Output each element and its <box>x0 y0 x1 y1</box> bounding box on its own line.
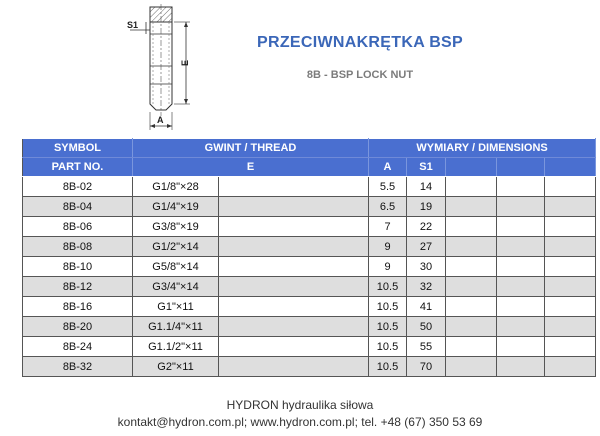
blank-cell <box>446 317 497 337</box>
table-row <box>23 217 596 237</box>
header-dimensions: WYMIARY / DIMENSIONS <box>369 139 596 158</box>
table-row <box>23 337 596 357</box>
header-symbol: SYMBOL <box>23 139 133 158</box>
blank-cell <box>219 357 369 377</box>
dimension-e <box>174 22 190 104</box>
title-english: 8B - BSP LOCK NUT <box>306 69 414 81</box>
blank-cell <box>497 257 545 277</box>
blank-cell <box>545 317 596 337</box>
dim-s1-cell: 14 <box>407 177 446 197</box>
header-blank <box>497 158 545 177</box>
part-no-cell: 8B-08 <box>23 237 133 257</box>
blank-cell <box>219 337 369 357</box>
thread-cell: G1/8"×28 <box>133 177 219 197</box>
title-polish: PRZECIWNAKRĘTKA BSP <box>257 34 463 51</box>
dim-s1-cell: 30 <box>407 257 446 277</box>
blank-cell <box>446 357 497 377</box>
thread-cell: G1.1/2"×11 <box>133 337 219 357</box>
footer-company: HYDRON hydraulika siłowa <box>226 398 374 412</box>
part-no-cell: 8B-02 <box>23 177 133 197</box>
blank-cell <box>446 297 497 317</box>
dim-s1-cell: 27 <box>407 237 446 257</box>
blank-cell <box>219 177 369 197</box>
table-row <box>23 197 596 217</box>
table-row <box>23 297 596 317</box>
dim-a-cell: 9 <box>369 257 407 277</box>
dim-a-cell: 10.5 <box>369 277 407 297</box>
table-row <box>23 277 596 297</box>
lock-nut-drawing <box>118 4 208 132</box>
blank-cell <box>219 277 369 297</box>
footer-contact: kontakt@hydron.com.pl; www.hydron.com.pl; tel. +48 (67) 350 53 69 <box>117 415 483 429</box>
header-s1: S1 <box>407 158 446 177</box>
blank-cell <box>545 337 596 357</box>
blank-cell <box>219 317 369 337</box>
dim-s1-cell: 32 <box>407 277 446 297</box>
dimension-a <box>150 112 172 130</box>
blank-cell <box>219 297 369 317</box>
blank-cell <box>446 277 497 297</box>
label-s1: S1 <box>127 20 139 30</box>
dim-s1-cell: 55 <box>407 337 446 357</box>
thread-cell: G2"×11 <box>133 357 219 377</box>
blank-cell <box>497 237 545 257</box>
table-row <box>23 237 596 257</box>
blank-cell <box>497 357 545 377</box>
thread-cell: G3/4"×14 <box>133 277 219 297</box>
blank-cell <box>497 277 545 297</box>
dimension-s1 <box>127 20 150 34</box>
dim-s1-cell: 70 <box>407 357 446 377</box>
header-blank <box>545 158 596 177</box>
blank-cell <box>446 257 497 277</box>
blank-cell <box>545 277 596 297</box>
nut-section <box>150 4 172 116</box>
dim-s1-cell: 41 <box>407 297 446 317</box>
blank-cell <box>219 257 369 277</box>
part-no-cell: 8B-32 <box>23 357 133 377</box>
blank-cell <box>545 177 596 197</box>
thread-cell: G1/2"×14 <box>133 237 219 257</box>
blank-cell <box>545 297 596 317</box>
dim-a-cell: 10.5 <box>369 337 407 357</box>
dim-s1-cell: 50 <box>407 317 446 337</box>
blank-cell <box>545 237 596 257</box>
header-e: E <box>133 158 369 177</box>
blank-cell <box>497 217 545 237</box>
part-no-cell: 8B-16 <box>23 297 133 317</box>
blank-cell <box>545 197 596 217</box>
part-no-cell: 8B-10 <box>23 257 133 277</box>
blank-cell <box>545 217 596 237</box>
thread-cell: G1"×11 <box>133 297 219 317</box>
thread-cell: G5/8"×14 <box>133 257 219 277</box>
thread-cell: G1/4"×19 <box>133 197 219 217</box>
table-row <box>23 317 596 337</box>
label-e: E <box>180 59 190 66</box>
table-header-row-1 <box>23 139 596 158</box>
part-no-cell: 8B-04 <box>23 197 133 217</box>
table-row <box>23 257 596 277</box>
blank-cell <box>219 197 369 217</box>
thread-cell: G1.1/4"×11 <box>133 317 219 337</box>
dim-a-cell: 9 <box>369 237 407 257</box>
table-row <box>23 357 596 377</box>
table-row <box>23 177 596 197</box>
header-thread: GWINT / THREAD <box>133 139 369 158</box>
blank-cell <box>497 297 545 317</box>
blank-cell <box>219 237 369 257</box>
blank-cell <box>497 197 545 217</box>
dim-s1-cell: 22 <box>407 217 446 237</box>
dim-a-cell: 10.5 <box>369 357 407 377</box>
dim-a-cell: 10.5 <box>369 297 407 317</box>
dim-s1-cell: 19 <box>407 197 446 217</box>
blank-cell <box>446 237 497 257</box>
dim-a-cell: 10.5 <box>369 317 407 337</box>
blank-cell <box>545 357 596 377</box>
table-header-row-2 <box>23 158 596 177</box>
dim-a-cell: 5.5 <box>369 177 407 197</box>
blank-cell <box>497 337 545 357</box>
header-part-no: PART NO. <box>23 158 133 177</box>
part-no-cell: 8B-20 <box>23 317 133 337</box>
header-blank <box>446 158 497 177</box>
part-no-cell: 8B-24 <box>23 337 133 357</box>
header-a: A <box>369 158 407 177</box>
title-block <box>230 34 490 81</box>
dim-a-cell: 6.5 <box>369 197 407 217</box>
blank-cell <box>497 317 545 337</box>
blank-cell <box>219 217 369 237</box>
blank-cell <box>545 257 596 277</box>
part-no-cell: 8B-06 <box>23 217 133 237</box>
blank-cell <box>446 337 497 357</box>
spec-table <box>22 138 596 377</box>
blank-cell <box>497 177 545 197</box>
part-no-cell: 8B-12 <box>23 277 133 297</box>
blank-cell <box>446 177 497 197</box>
label-a: A <box>157 115 164 125</box>
blank-cell <box>446 217 497 237</box>
dim-a-cell: 7 <box>369 217 407 237</box>
blank-cell <box>446 197 497 217</box>
thread-cell: G3/8"×19 <box>133 217 219 237</box>
